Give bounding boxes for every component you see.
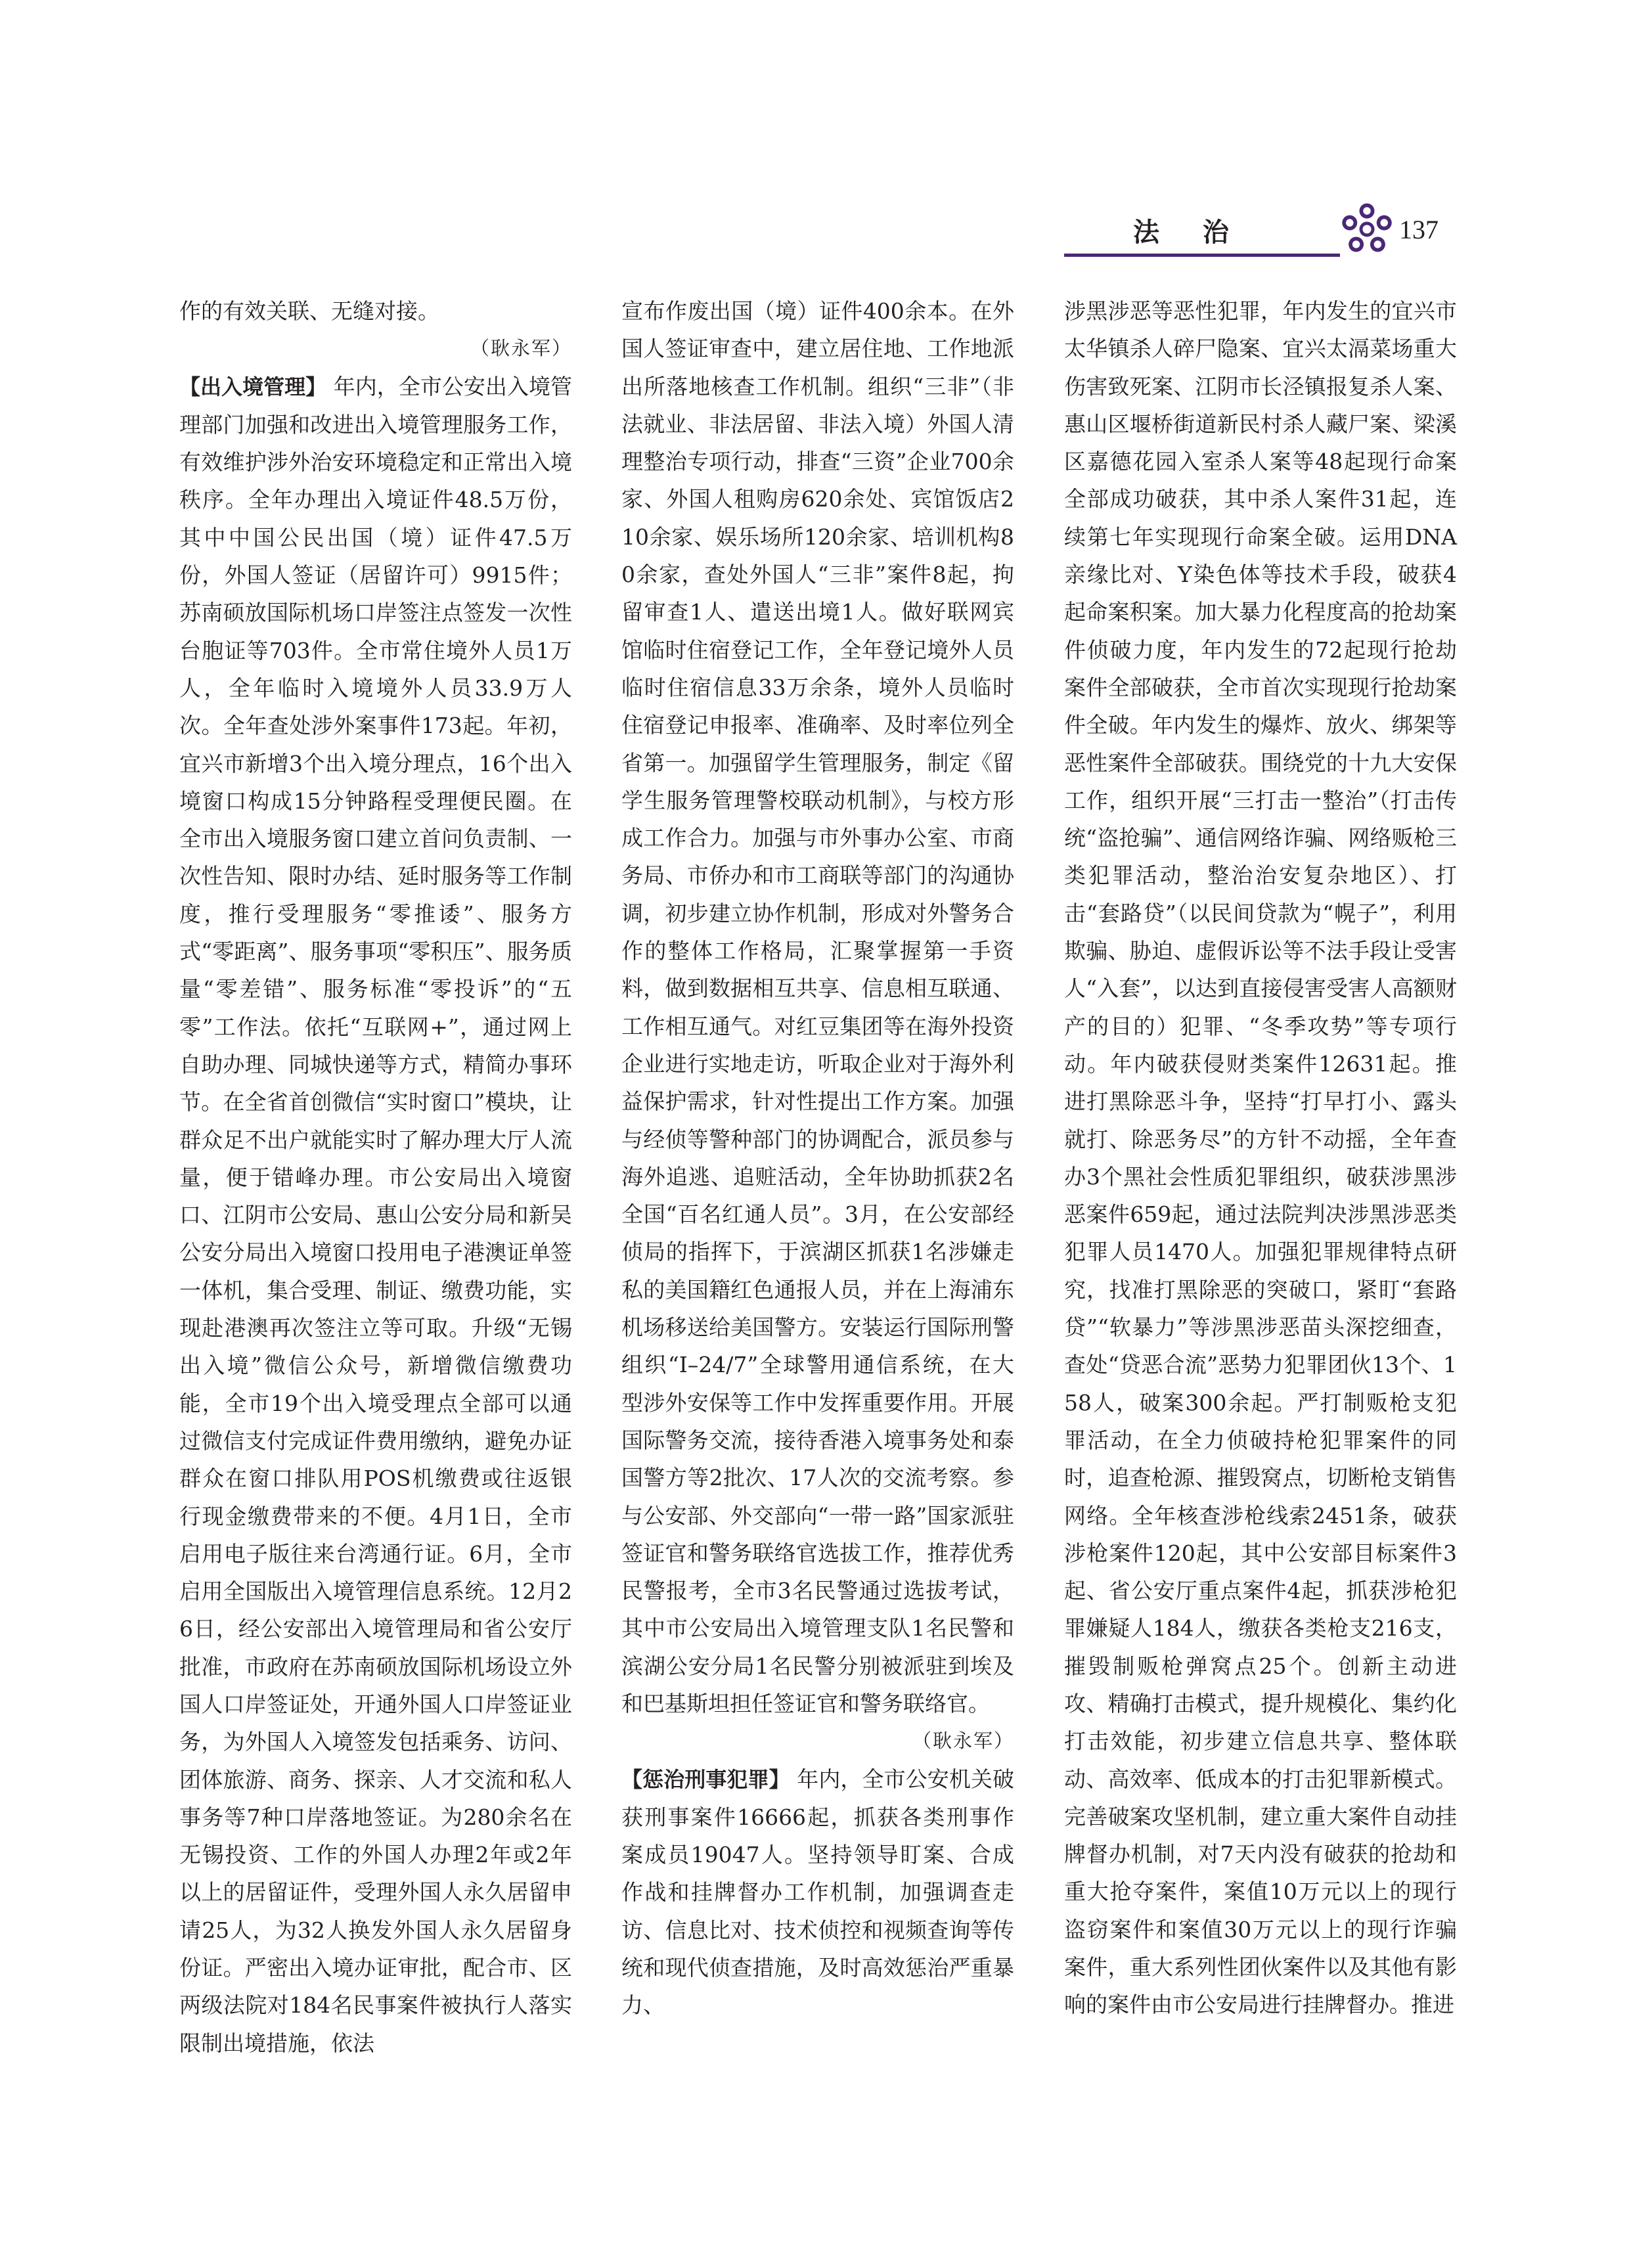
text-column-3 bbox=[1064, 292, 1457, 2024]
section-title: 【惩治刑事犯罪】 bbox=[621, 1766, 790, 1792]
paragraph bbox=[179, 368, 572, 2062]
section-title: 【出入境管理】 bbox=[179, 374, 327, 399]
paragraph bbox=[621, 1760, 1014, 2024]
paragraph-text: 年内，全市公安出入境管理部门加强和改进出入境管理服务工作，有效维护涉外治安环境稳定和正常出入境秩序。全年办理出入境证件48.5万份，其中中国公民出国（境）证件47.5万份，外国人签证（居留许可）9915件；苏南硕放国际机场口岸签注点签发一次性台胞证等703件。全市常住境外人员1万人，全年临时入境境外人员33.9万人次。全年查处涉外案事件173起。年初，宜兴市新增3个出入境分理点，16个出入境窗口构成15分钟路程受理便民圈。在全市出入境服务窗口建立首问负责制、一次性告知、限时办结、延时服务等工作制度，推行受理服务“零推诿”、服务方式“零距离”、服务事项“零积压”、服务质量“零差错”、服务标准“零投诉”的“五零”工作法。依托“互联网+”，通过网上自助办理、同城快递等方式，精简办事环节。在全省首创微信“实时窗口”模块，让群众足不出户就能实时了解办理大厅人流量，便于错峰办理。市公安局出入境窗口、江阴市公安局、惠山公安分局和新吴公安分局出入境窗口投用电子港澳证单签一体机，集合受理、制证、缴费功能，实现赴港澳再次签注立等可取。升级“无锡出入境”微信公众号，新增微信缴费功能，全市19个出入境受理点全部可以通过微信支付完成证件费用缴纳，避免办证群众在窗口排队用POS机缴费或往返银行现金缴费带来的不便。4月1日，全市启用电子版往来台湾通行证。6月，全市启用全国版出入境管理信息系统。12月26日，经公安部出入境管理局和省公安厅批准，市政府在苏南硕放国际机场设立外国人口岸签证处，开通外国人口岸签证业务，为外国人入境签发包括乘务、访问、团体旅游、商务、探亲、人才交流和私人事务等7种口岸落地签证。为280余名在无锡投资、工作的外国人办理2年或2年以上的居留证件，受理外国人永久居留申请25人，为32人换发外国人永久居留身份证。严密出入境办证审批，配合市、区两级法院对184名民事案件被执行人落实限制出境措施，依法 bbox=[179, 373, 573, 2056]
author-credit: （耿永军） bbox=[470, 337, 572, 360]
author-credit: （耿永军） bbox=[912, 1730, 1014, 1753]
header-rule bbox=[1064, 254, 1340, 257]
paragraph: 作的有效关联、无缝对接。 bbox=[179, 298, 439, 324]
page-header bbox=[1064, 197, 1439, 269]
text-column-1 bbox=[179, 292, 572, 2062]
paragraph: 宣布作废出国（境）证件400余本。在外国人签证审查中，建立居住地、工作地派出所落地核查工作机制。组织“三非”（非法就业、非法居留、非法入境）外国人清理整治专项行动，排查“三资”企业700余家、外国人租购房620余处、宾馆饭店210余家、娱乐场所120余家、培训机构80余家，查处外国人“三非”案件8起，拘留审查1人、遣送出境1人。做好联网宾馆临时住宿登记工作，全年登记境外人员临时住宿信息33万余条，境外人员临时住宿登记申报率、准确率、及时率位列全省第一。加强留学生管理服务，制定《留学生服务管理警校联动机制》，与校方形成工作合力。加强与市外事办公室、市商务局、市侨办和市工商联等部门的沟通协调，初步建立协作机制，形成对外警务合作的整体工作格局，汇聚掌握第一手资料，做到数据相互共享、信息相互联通、工作相互通气。对红豆集团等在海外投资企业进行实地走访，听取企业对于海外利益保护需求，针对性提出工作方案。加强与经侦等警种部门的协调配合，派员参与海外追逃、追赃活动，全年协助抓获2名全国“百名红通人员”。3月，在公安部经侦局的指挥下，于滨湖区抓获1名涉嫌走私的美国籍红色通报人员，并在上海浦东机场移送给美国警方。安装运行国际刑警组织“I–24/7”全球警用通信系统，在大型涉外安保等工作中发挥重要作用。开展国际警务交流，接待香港入境事务处和泰国警方等2批次、17人次的交流考察。参与公安部、外交部向“一带一路”国家派驻签证官和警务联络官选拔工作，推荐优秀民警报考，全市3名民警通过选拔考试，其中市公安局出入境管理支队1名民警和滨湖公安分局1名民警分别被派驻到埃及和巴基斯坦担任签证官和警务联络官。 bbox=[621, 298, 1014, 1716]
paragraph: 涉黑涉恶等恶性犯罪，年内发生的宜兴市太华镇杀人碎尸隐案、宜兴太滆菜场重大伤害致死案、江阴市长泾镇报复杀人案、惠山区堰桥街道新民村杀人藏尸案、梁溪区嘉德花园入室杀人案等48起现行命案全部成功破获，其中杀人案件31起，连续第七年实现现行命案全破。运用DNA亲缘比对、Y染色体等技术手段，破获4起命案积案。加大暴力化程度高的抢劫案件侦破力度，年内发生的72起现行抢劫案件全部破获，全市首次实现现行抢劫案件全破。年内发生的爆炸、放火、绑架等恶性案件全部破获。围绕党的十九大安保工作，组织开展“三打击一整治”（打击传统“盗抢骗”、通信网络诈骗、网络贩枪三类犯罪活动，整治治安复杂地区）、打击“套路贷”（以民间贷款为“幌子”，利用欺骗、胁迫、虚假诉讼等不法手段让受害人“入套”，以达到直接侵害受害人高额财产的目的）犯罪、“冬季攻势”等专项行动。年内破获侵财类案件12631起。推进打黑除恶斗争，坚持“打早打小、露头就打、除恶务尽”的方针不动摇，全年查办3个黑社会性质犯罪组织，破获涉黑涉恶案件659起，通过法院判决涉黑涉恶类犯罪人员1470人。加强犯罪规律特点研究，找准打黑除恶的突破口，紧盯“套路贷”“软暴力”等涉黑涉恶苗头深挖细查，查处“贷恶合流”恶势力犯罪团伙13个、158人，破案300余起。严打制贩枪支犯罪活动，在全力侦破持枪犯罪案件的同时，追查枪源、摧毁窝点，切断枪支销售网络。全年核查涉枪线索2451条，破获涉枪案件120起，其中公安部目标案件3起、省公安厅重点案件4起，抓获涉枪犯罪嫌疑人184人，缴获各类枪支216支，摧毁制贩枪弹窝点25个。创新主动进攻、精确打击模式，提升规模化、集约化打击效能，初步建立信息共享、整体联动、高效率、低成本的打击犯罪新模式。完善破案攻坚机制，建立重大案件自动挂牌督办机制，对7天内没有破获的抢劫和重大抢夺案件，案值10万元以上的现行盗窃案件和案值30万元以上的现行诈骗案件，重大系列性团伙案件以及其他有影响的案件由市公安局进行挂牌督办。推进 bbox=[1064, 298, 1457, 2018]
page-number: 137 bbox=[1399, 215, 1439, 244]
city-emblem-icon bbox=[1340, 202, 1394, 256]
section-header-title: 法 治 bbox=[1133, 217, 1246, 248]
text-column-2 bbox=[621, 292, 1014, 2024]
paragraph-text: 年内，全市公安机关破获刑事案件16666起，抓获各类刑事作案成员19047人。坚持领导盯案、合成作战和挂牌督办工作机制，加强调查走访、信息比对、技术侦控和视频查询等传统和现代侦查措施，及时高效惩治严重暴力、 bbox=[621, 1766, 1014, 2019]
